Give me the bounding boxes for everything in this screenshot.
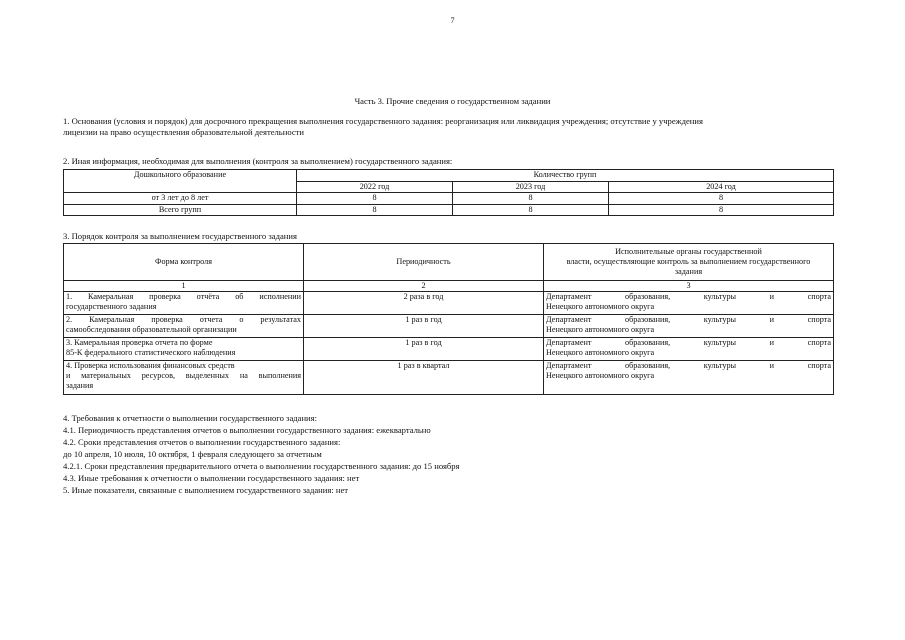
- section-4-line: 4.1. Периодичность представления отчетов о выполнении государственного задания: ежеквартально: [63, 425, 431, 435]
- value-cell: 8: [609, 204, 834, 216]
- section-1-line-2: лицензии на право осуществления образовательной деятельности: [63, 126, 305, 137]
- authority-cell: [544, 361, 834, 395]
- form-cell: [64, 361, 304, 395]
- groups-table-head-right: Количество групп: [297, 170, 834, 182]
- form-line: 1. Камеральная проверка отчёта об исполнении: [66, 292, 301, 301]
- periodicity-cell: 1 раз в год: [304, 338, 544, 361]
- groups-table-header-row: [64, 170, 834, 182]
- form-line: 2. Камеральная проверка отчета о результатах: [66, 315, 301, 324]
- form-line: самообследования образовательной организации: [66, 325, 237, 334]
- table-row: [64, 204, 834, 216]
- form-line: и материальных ресурсов, выделенных на выполнения: [66, 371, 301, 380]
- table-row: [64, 292, 834, 315]
- authority-line: Департамент образования, культуры и спорта: [546, 315, 831, 324]
- column-number: 3: [544, 281, 834, 292]
- column-number: 2: [304, 281, 544, 292]
- authority-line: Ненецкого автономного округа: [546, 348, 655, 357]
- year-cell: 2023 год: [453, 181, 609, 193]
- authority-line: Ненецкого автономного округа: [546, 371, 655, 380]
- control-table: [63, 243, 834, 395]
- control-table-number-row: [64, 281, 834, 292]
- form-line: государственного задания: [66, 302, 157, 311]
- form-line: 3. Камеральная проверка отчета по форме: [66, 338, 213, 347]
- value-cell: 8: [453, 204, 609, 216]
- part-title: Часть 3. Прочие сведения о государственном задании: [354, 96, 551, 106]
- table-row: [64, 361, 834, 395]
- control-table-header-row: [64, 244, 834, 281]
- form-line: задания: [66, 381, 94, 390]
- header-authority-line-2: власти, осуществляющие контроль за выполнением государственного: [566, 257, 811, 266]
- header-authority: [544, 244, 834, 281]
- section-3-heading: 3. Порядок контроля за выполнением государственного задания: [63, 231, 297, 241]
- authority-line: Департамент образования, культуры и спорта: [546, 361, 831, 370]
- section-4-line: 4.2.1. Сроки представления предварительного отчета о выполнении государственного задания: до 15 ноября: [63, 461, 460, 471]
- value-cell: 8: [297, 193, 453, 205]
- periodicity-cell: 1 раз в квартал: [304, 361, 544, 395]
- authority-line: Департамент образования, культуры и спорта: [546, 338, 831, 347]
- year-cell: 2022 год: [297, 181, 453, 193]
- authority-cell: [544, 338, 834, 361]
- authority-line: Ненецкого автономного округа: [546, 325, 655, 334]
- form-cell: [64, 338, 304, 361]
- header-periodicity: Периодичность: [304, 244, 544, 281]
- groups-table-head-left: Дошкольного образование: [64, 170, 297, 193]
- section-4-line: до 10 апреля, 10 июля, 10 октября, 1 февраля следующего за отчетным: [63, 449, 322, 459]
- section-4-line: 4.3. Иные требования к отчетности о выполнении государственного задания: нет: [63, 473, 360, 483]
- page-number: 7: [450, 16, 455, 25]
- section-1-line-1: 1. Основания (условия и порядок) для досрочного прекращения выполнения государственного задания: реорганизация или ликвидация учреждения; отсутствие у учреждения: [63, 116, 703, 126]
- authority-cell: [544, 292, 834, 315]
- form-line: 85-К федерального статистического наблюдения: [66, 348, 236, 357]
- section-5-line: 5. Иные показатели, связанные с выполнением государственного задания: нет: [63, 485, 349, 495]
- row-label: от 3 лет до 8 лет: [64, 193, 297, 205]
- authority-cell: [544, 315, 834, 338]
- row-label: Всего групп: [64, 204, 297, 216]
- table-row: [64, 338, 834, 361]
- header-authority-line-3: задания: [674, 267, 703, 276]
- table-row: [64, 315, 834, 338]
- column-number: 1: [64, 281, 304, 292]
- authority-line: Департамент образования, культуры и спорта: [546, 292, 831, 301]
- form-cell: [64, 292, 304, 315]
- header-form: Форма контроля: [64, 244, 304, 281]
- form-cell: [64, 315, 304, 338]
- periodicity-cell: 2 раза в год: [304, 292, 544, 315]
- section-4-line: 4.2. Сроки представления отчетов о выполнении государственного задания:: [63, 437, 341, 447]
- form-line: 4. Проверка использования финансовых средств: [66, 361, 235, 370]
- section-1: [63, 116, 833, 137]
- periodicity-cell: 1 раз в год: [304, 315, 544, 338]
- year-cell: 2024 год: [609, 181, 834, 193]
- authority-line: Ненецкого автономного округа: [546, 302, 655, 311]
- header-authority-line-1: Исполнительные органы государственной: [615, 247, 762, 256]
- value-cell: 8: [297, 204, 453, 216]
- section-2-heading: 2. Иная информация, необходимая для выполнения (контроля за выполнением) государственного задания:: [63, 156, 453, 166]
- value-cell: 8: [609, 193, 834, 205]
- table-row: [64, 193, 834, 205]
- value-cell: 8: [453, 193, 609, 205]
- section-4: [63, 412, 833, 496]
- groups-table: [63, 169, 834, 216]
- section-4-line: 4. Требования к отчетности о выполнении государственного задания:: [63, 413, 317, 423]
